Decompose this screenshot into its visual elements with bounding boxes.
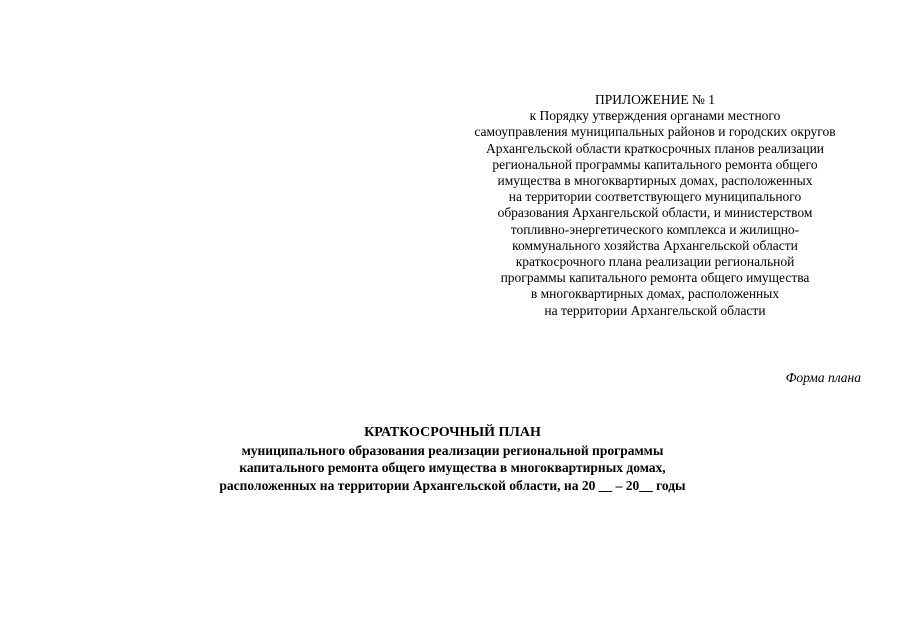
appendix-header bbox=[420, 92, 890, 319]
appendix-line: образования Архангельской области, и министерством bbox=[497, 205, 813, 221]
plan-subtitle-line: расположенных на территории Архангельской области, на 20 __ – 20__ годы bbox=[219, 477, 686, 493]
appendix-line: на территории соответствующего муниципального bbox=[508, 189, 802, 205]
appendix-line: имущества в многоквартирных домах, расположенных bbox=[497, 173, 813, 189]
plan-heading: КРАТКОСРОЧНЫЙ ПЛАН bbox=[364, 425, 541, 440]
appendix-line: на территории Архангельской области bbox=[544, 302, 766, 318]
appendix-line: коммунального хозяйства Архангельской области bbox=[512, 237, 798, 253]
appendix-line: топливно-энергетического комплекса и жилищно- bbox=[510, 221, 800, 237]
plan-subtitle-line: капитального ремонта общего имущества в многоквартирных домах, bbox=[239, 460, 666, 475]
appendix-line: Архангельской области краткосрочных планов реализации bbox=[485, 140, 825, 156]
appendix-line: самоуправления муниципальных районов и городских округов bbox=[474, 124, 836, 140]
appendix-line: краткосрочного плана реализации региональной bbox=[515, 254, 795, 270]
appendix-line: программы капитального ремонта общего имущества bbox=[500, 270, 810, 286]
appendix-title: ПРИЛОЖЕНИЕ № 1 bbox=[594, 92, 716, 107]
appendix-line: региональной программы капитального ремонта общего bbox=[492, 156, 818, 172]
plan-title-block bbox=[0, 424, 905, 494]
appendix-line: в многоквартирных домах, расположенных bbox=[530, 286, 780, 302]
form-label: Форма плана bbox=[785, 370, 861, 385]
plan-subtitle-line: муниципального образования реализации региональной программы bbox=[241, 442, 664, 458]
appendix-line: к Порядку утверждения органами местного bbox=[529, 108, 781, 124]
